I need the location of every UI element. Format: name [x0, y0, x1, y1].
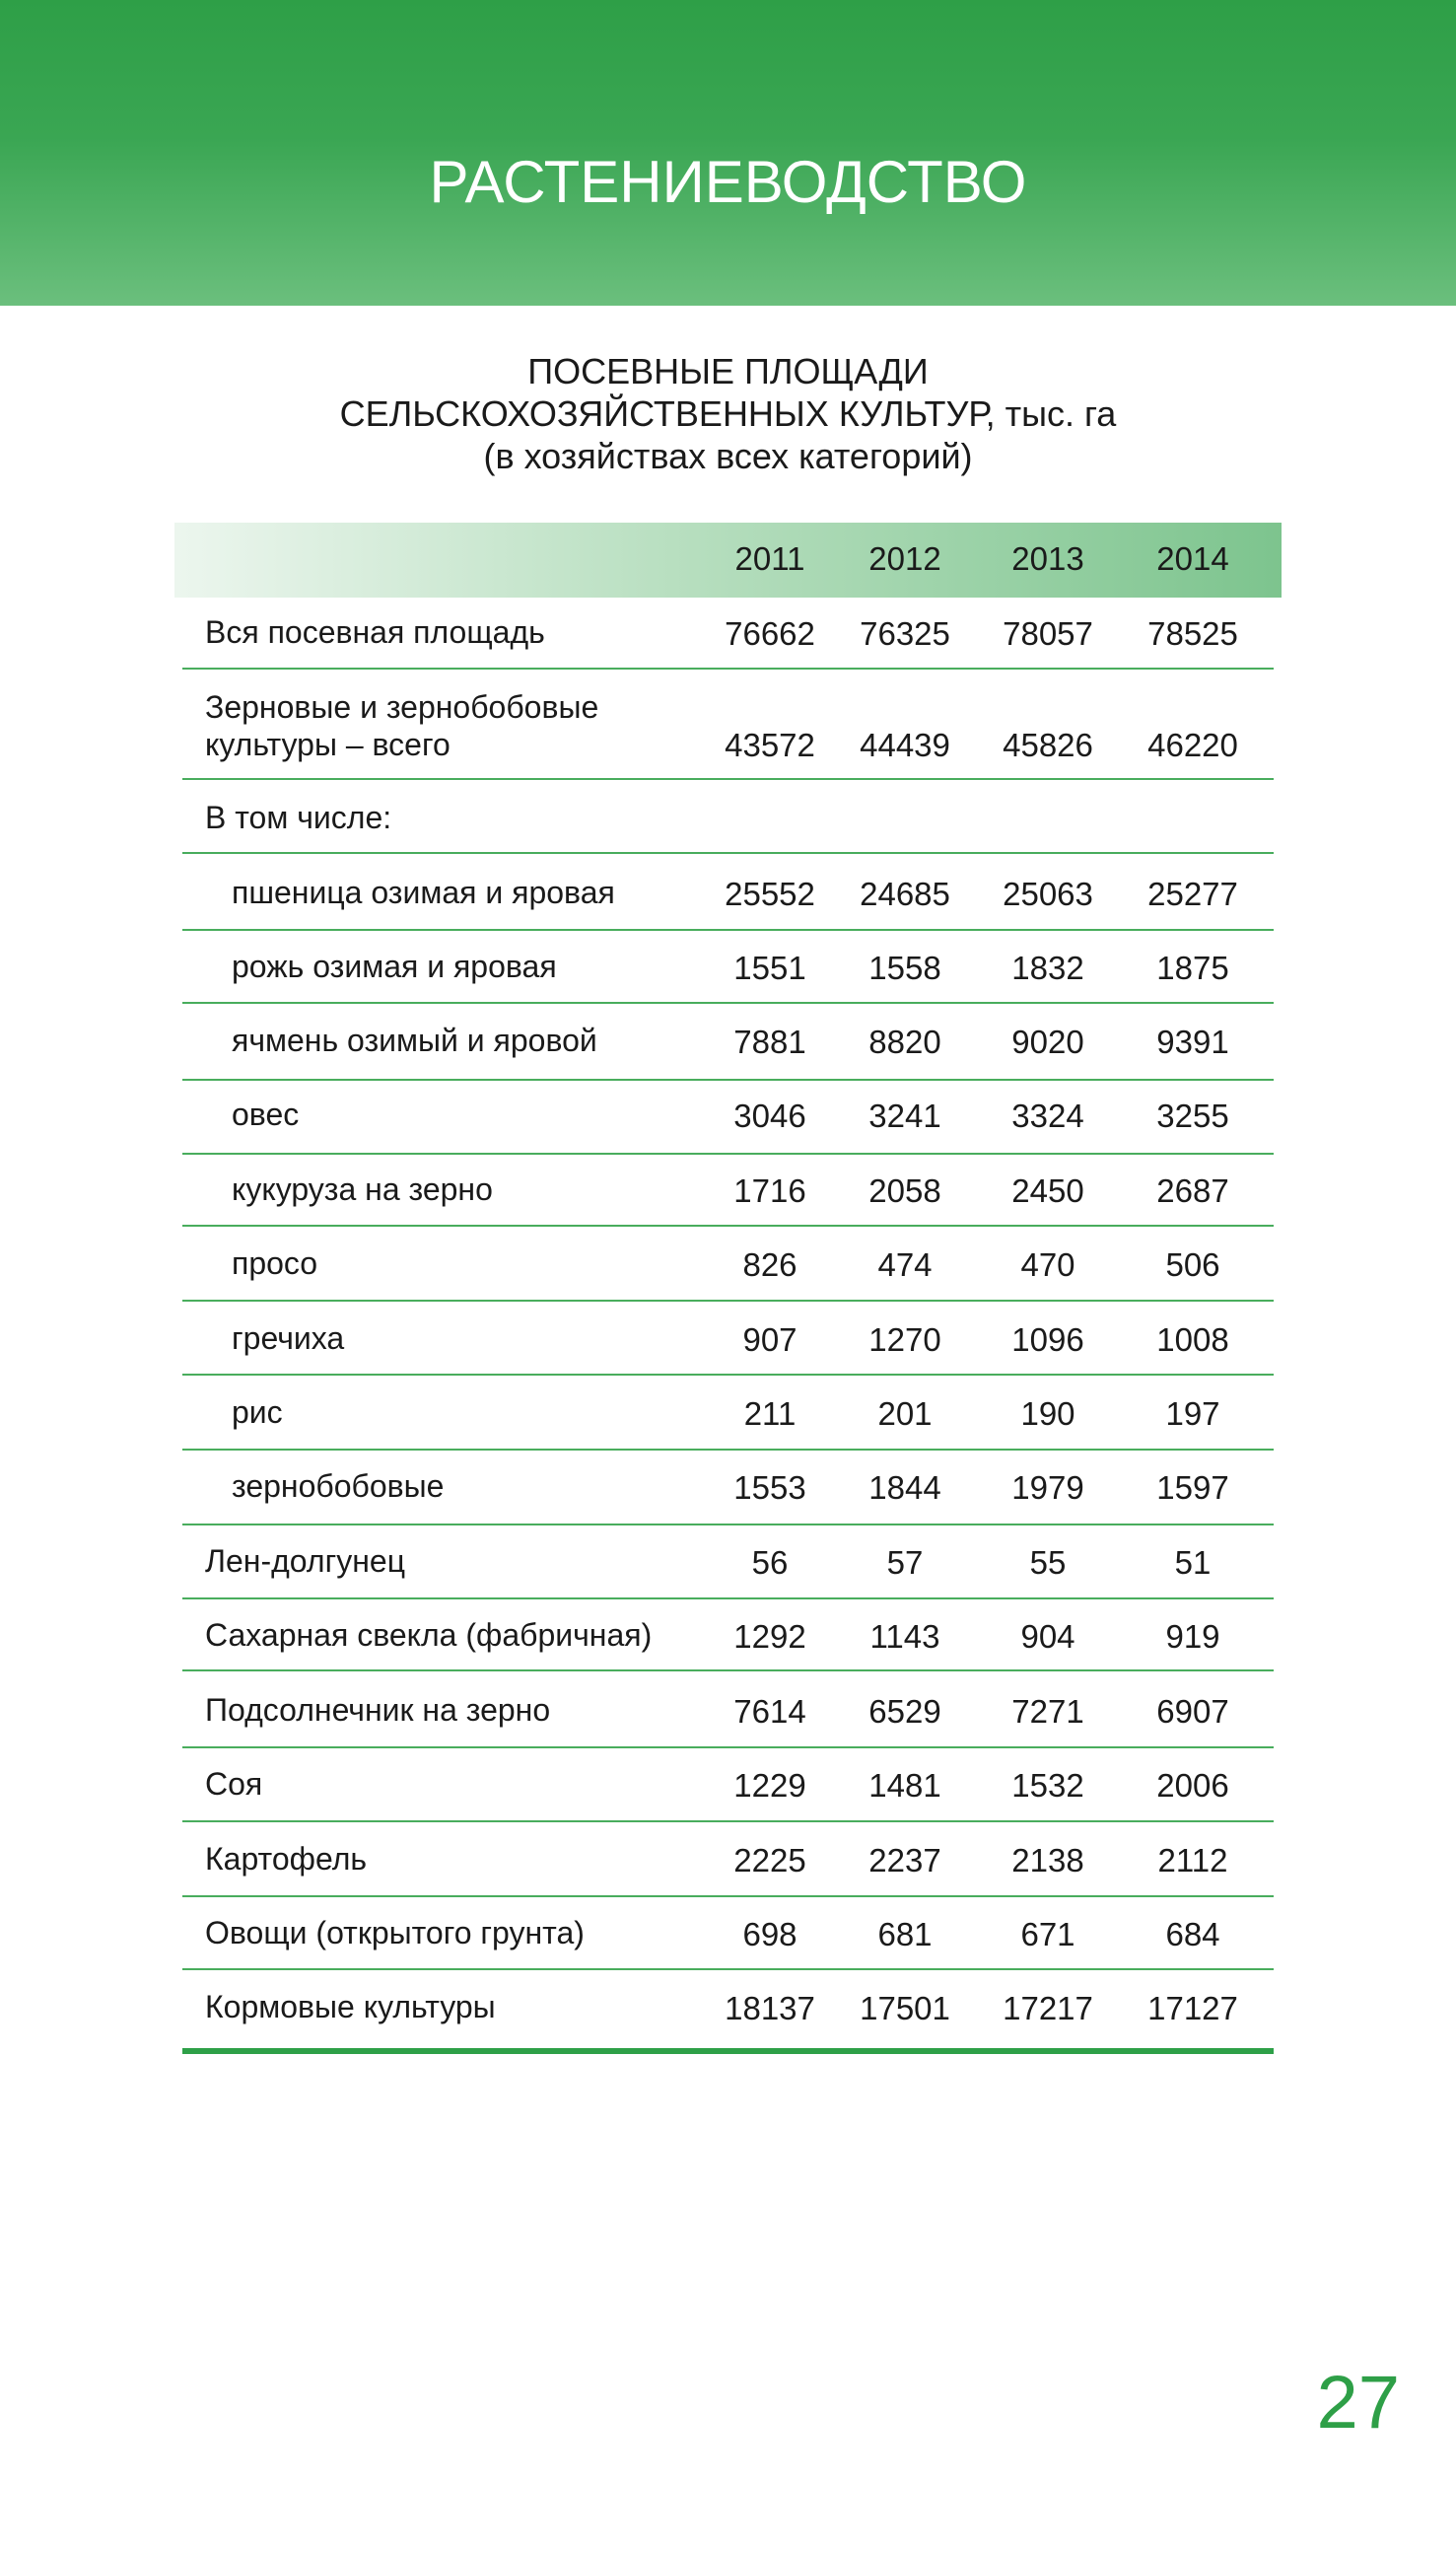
cell-2012: 6529	[868, 1693, 941, 1730]
cell-2014: 2112	[1157, 1842, 1228, 1879]
cell-2011: 43572	[725, 727, 815, 763]
row-divider	[182, 1746, 1274, 1748]
row-divider	[182, 668, 1274, 670]
row-divider	[182, 1820, 1274, 1822]
row-divider	[182, 1002, 1274, 1004]
row-label: зернобобовые	[232, 1468, 445, 1504]
cell-2013: 3324	[1011, 1098, 1084, 1134]
row-label: Кормовые культуры	[205, 1989, 496, 2024]
cell-2013: 2138	[1011, 1842, 1084, 1879]
cell-2014: 2006	[1156, 1767, 1229, 1804]
cell-2014: 6907	[1156, 1693, 1229, 1730]
cell-2013: 55	[1029, 1544, 1067, 1581]
cell-2014: 46220	[1147, 727, 1238, 763]
row-divider	[182, 1079, 1274, 1081]
cell-2012: 1844	[868, 1469, 941, 1506]
cell-2013: 671	[1020, 1916, 1075, 1952]
year-header-2014: 2014	[1156, 540, 1229, 577]
cell-2011: 907	[742, 1321, 797, 1358]
cell-2011: 7614	[733, 1693, 806, 1730]
cell-2012: 1558	[868, 950, 941, 986]
cell-2012: 76325	[860, 615, 950, 652]
cell-2011: 3046	[733, 1098, 806, 1134]
table-title	[0, 350, 1456, 477]
row-label: Картофель	[205, 1841, 368, 1877]
cell-2012: 24685	[860, 876, 950, 912]
row-label: Вся посевная площадь	[205, 614, 545, 650]
cell-2013: 190	[1020, 1395, 1075, 1432]
cell-2013: 2450	[1011, 1172, 1084, 1209]
cell-2014: 1008	[1156, 1321, 1229, 1358]
cell-2012: 3241	[868, 1098, 941, 1134]
cell-2014: 506	[1165, 1246, 1220, 1283]
cell-2014: 25277	[1147, 876, 1238, 912]
cell-2011: 7881	[733, 1024, 806, 1060]
table-bottom-rule	[182, 2048, 1274, 2054]
cell-2012: 681	[877, 1916, 933, 1952]
cell-2014: 684	[1165, 1916, 1220, 1952]
cell-2011: 1229	[733, 1767, 806, 1804]
cell-2011: 698	[742, 1916, 797, 1952]
cell-2013: 78057	[1003, 615, 1093, 652]
cell-2012: 2237	[868, 1842, 941, 1879]
cell-2011: 2225	[733, 1842, 806, 1879]
year-header-2013: 2013	[1011, 540, 1084, 577]
cell-2014: 78525	[1147, 615, 1238, 652]
row-label: овес	[232, 1097, 300, 1132]
cell-2013: 7271	[1011, 1693, 1084, 1730]
cell-2013: 45826	[1003, 727, 1093, 763]
cell-2011: 1292	[733, 1618, 806, 1655]
cell-2012: 17501	[860, 1990, 950, 2026]
row-label: рис	[232, 1394, 283, 1430]
cell-2012: 1481	[868, 1767, 941, 1804]
row-label: Подсолнечник на зерно	[205, 1692, 551, 1728]
row-label: Лен-долгунец	[205, 1543, 406, 1579]
cell-2013: 904	[1020, 1618, 1075, 1655]
row-divider	[182, 1225, 1274, 1227]
table-title-line-3: (в хозяйствах всех категорий)	[483, 436, 973, 476]
cell-2011: 211	[743, 1395, 797, 1432]
row-label: Соя	[205, 1766, 263, 1802]
row-divider	[182, 1597, 1274, 1599]
cell-2013: 1532	[1011, 1767, 1084, 1804]
row-label: просо	[232, 1245, 318, 1281]
cell-2012: 2058	[868, 1172, 941, 1209]
cell-2013: 17217	[1003, 1990, 1093, 2026]
cell-2013: 25063	[1003, 876, 1093, 912]
table-title-line-1: ПОСЕВНЫЕ ПЛОЩАДИ	[527, 351, 929, 391]
cell-2012: 474	[877, 1246, 933, 1283]
cell-2011: 18137	[725, 1990, 815, 2026]
cell-2011: 1553	[733, 1469, 806, 1506]
cell-2011: 1716	[733, 1172, 806, 1209]
cell-2014: 1597	[1156, 1469, 1229, 1506]
cell-2014: 2687	[1156, 1172, 1229, 1209]
cell-2012: 8820	[868, 1024, 941, 1060]
cell-2012: 201	[877, 1395, 933, 1432]
cell-2012: 1143	[869, 1618, 940, 1655]
row-divider	[182, 1300, 1274, 1302]
year-header-2012: 2012	[868, 540, 941, 577]
row-label-line-2: культуры – всего	[205, 727, 451, 762]
cell-2011: 1551	[733, 950, 806, 986]
section-title: РАСТЕНИЕВОДСТВО	[429, 149, 1027, 215]
row-label: В том числе:	[205, 800, 392, 835]
row-divider	[182, 1669, 1274, 1671]
cell-2012: 57	[886, 1544, 924, 1581]
year-header-2011: 2011	[734, 540, 805, 577]
cell-2013: 1832	[1011, 950, 1084, 986]
cell-2014: 1875	[1156, 950, 1229, 986]
cell-2013: 1979	[1011, 1469, 1084, 1506]
row-label: Овощи (открытого грунта)	[205, 1915, 585, 1950]
row-divider	[182, 1524, 1274, 1525]
row-divider	[182, 1449, 1274, 1451]
cell-2013: 470	[1020, 1246, 1075, 1283]
row-divider	[182, 1374, 1274, 1376]
row-divider	[182, 1153, 1274, 1155]
page-number: 27	[1316, 2361, 1400, 2445]
row-divider	[182, 1895, 1274, 1897]
row-label: пшеница озимая и яровая	[232, 875, 615, 910]
cell-2011: 76662	[725, 615, 815, 652]
cell-2012: 1270	[868, 1321, 941, 1358]
cell-2013: 1096	[1011, 1321, 1084, 1358]
row-divider	[182, 778, 1274, 780]
cell-2014: 51	[1174, 1544, 1212, 1581]
row-divider	[182, 1968, 1274, 1970]
table-title-line-2: СЕЛЬСКОХОЗЯЙСТВЕННЫХ КУЛЬТУР, тыс. га	[339, 393, 1117, 434]
cell-2014: 9391	[1156, 1024, 1229, 1060]
cell-2014: 17127	[1147, 1990, 1238, 2026]
cell-2012: 44439	[860, 727, 950, 763]
cell-2011: 826	[742, 1246, 797, 1283]
row-label: гречиха	[232, 1320, 345, 1356]
cell-2013: 9020	[1011, 1024, 1084, 1060]
cell-2014: 197	[1165, 1395, 1220, 1432]
cell-2011: 25552	[725, 876, 815, 912]
row-label: рожь озимая и яровая	[232, 949, 557, 984]
row-divider	[182, 852, 1274, 854]
cell-2014: 919	[1165, 1618, 1220, 1655]
row-label: кукуруза на зерно	[232, 1171, 493, 1207]
row-divider	[182, 929, 1274, 931]
row-label: Сахарная свекла (фабричная)	[205, 1617, 653, 1653]
cell-2014: 3255	[1156, 1098, 1229, 1134]
row-label: ячмень озимый и яровой	[232, 1023, 597, 1058]
row-label-line-1: Зерновые и зернобобовые	[205, 689, 599, 725]
cell-2011: 56	[751, 1544, 789, 1581]
